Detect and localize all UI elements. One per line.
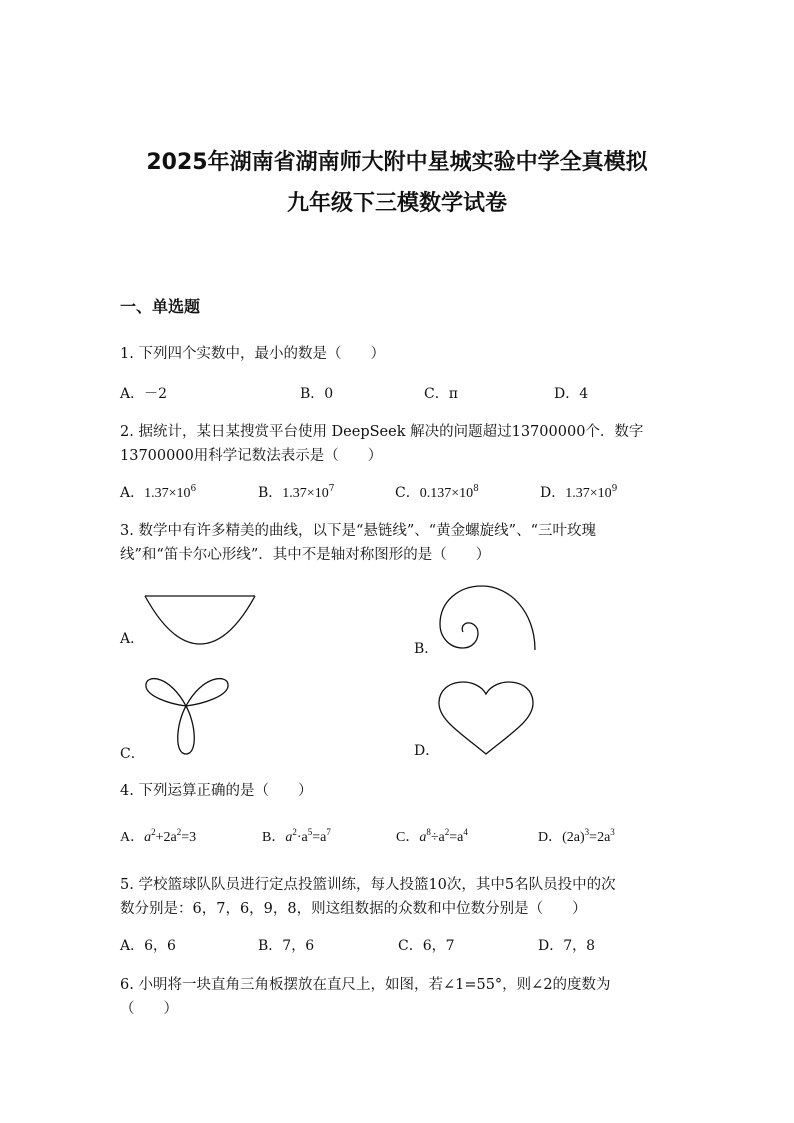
q4-a-p4: =3 (181, 830, 197, 845)
q6-stem-line2: （ ） (120, 1001, 178, 1017)
q2-option-d-mantissa: 1.37×10 (565, 486, 612, 501)
q5-stem-line1: 5. 学校篮球队队员进行定点投篮训练，每人投篮10次，其中5名队员投中的次 (120, 877, 616, 893)
q2-option-d-exp: 9 (611, 484, 618, 494)
q1-option-c: C．π (424, 386, 458, 402)
q4-c-label: C． (396, 830, 420, 845)
q2-option-b-mantissa: 1.37×10 (282, 486, 329, 501)
q4-c-p3: 2 (444, 827, 450, 837)
q1-option-d: D．4 (554, 386, 589, 402)
q5-option-a: A．6，6 (120, 938, 176, 954)
q4-b-p2: ·a (296, 830, 308, 845)
q3-stem-line1: 3. 数学中有许多精美的曲线，以下是“悬链线”、“黄金螺旋线”、“三叶玫瑰 (120, 523, 597, 539)
q4-a-p0: a (144, 830, 152, 845)
q4-b-label: B． (262, 830, 286, 845)
q1-stem: 1. 下列四个实数中，最小的数是（ ） (120, 346, 385, 362)
q5-option-b: B．7，6 (258, 938, 315, 954)
q5-option-c: C．6，7 (398, 938, 455, 954)
q4-b-p3: 5 (307, 827, 313, 837)
q2-option-d-label: D． (540, 485, 566, 501)
q4-b-p1: 2 (292, 827, 297, 837)
q4-c-p2: ÷a (430, 830, 445, 845)
q2-stem-line1: 2. 据统计，某日某搜赏平台使用 DeepSeek 解决的问题超过13700000个．数字 (120, 424, 644, 440)
q2-option-c-label: C． (395, 485, 420, 501)
q2-option-b-label: B． (258, 485, 283, 501)
q4-d-p2: =2a (589, 830, 611, 845)
q1-option-a: A．－2 (120, 386, 168, 402)
q2-option-b-exp: 7 (328, 484, 335, 494)
q2-option-b (258, 482, 334, 502)
q3-option-c-label: C． (120, 746, 145, 762)
exam-title-line1: 2025年湖南省湖南师大附中星城实验中学全真模拟 (146, 150, 648, 175)
q2-option-a-label: A． (120, 485, 145, 501)
q4-a-p2: +2a (155, 830, 177, 845)
section-heading: 一、单选题 (120, 297, 201, 316)
q3-stem-line2: 线”和“笛卡尔心形线”．其中不是轴对称图形的是（ ） (120, 547, 491, 563)
golden-spiral-icon (432, 582, 542, 654)
cardioid-heart-icon (436, 676, 536, 756)
q2-option-a-exp: 6 (190, 484, 197, 494)
q4-option-a (120, 826, 196, 846)
q4-option-c (396, 826, 468, 846)
q4-b-p4: =a (312, 830, 327, 845)
q6-stem-line1: 6. 小明将一块直角三角板摆放在直尺上，如图，若∠1=55°，则∠2的度数为 (120, 977, 611, 993)
q3-option-b-label: B． (414, 641, 439, 657)
q4-c-p4: =a (449, 830, 464, 845)
q2-option-d (540, 482, 617, 502)
q4-d-label: D． (538, 830, 563, 845)
q2-option-c-exp: 8 (473, 484, 479, 494)
q4-d-p0: (2a) (562, 830, 585, 845)
q4-option-b (262, 826, 331, 846)
q4-c-p0: a (419, 830, 427, 845)
q4-b-p5: 7 (326, 827, 331, 837)
catenary-icon (140, 590, 260, 646)
q4-a-label: A． (120, 830, 145, 845)
three-leaf-rose-icon (140, 674, 236, 758)
q2-option-c (395, 482, 479, 502)
q2-option-c-mantissa: 0.137×10 (419, 486, 474, 501)
exam-title-line2: 九年级下三模数学试卷 (286, 191, 507, 216)
q4-c-p5: 4 (463, 827, 468, 837)
q4-c-p1: 8 (426, 827, 431, 837)
q4-d-p3: 3 (610, 827, 615, 837)
q2-option-a (120, 482, 196, 502)
q4-option-d (538, 826, 615, 846)
q4-a-p3: 2 (176, 827, 182, 837)
q5-stem-line2: 数分别是：6，7，6，9，8，则这组数据的众数和中位数分别是（ ） (120, 901, 587, 917)
q4-d-p1: 3 (584, 827, 590, 837)
q2-stem-line2: 13700000用科学记数法表示是（ ） (120, 448, 383, 464)
q3-option-d-label: D． (414, 743, 440, 759)
q2-option-a-mantissa: 1.37×10 (144, 486, 191, 501)
q4-a-p1: 2 (151, 827, 156, 837)
q3-option-a-label: A． (120, 631, 145, 647)
q5-option-d: D．7，8 (538, 938, 596, 954)
q4-stem: 4. 下列运算正确的是（ ） (120, 783, 313, 799)
q4-b-p0: a (285, 830, 293, 845)
q1-option-b: B．0 (300, 386, 334, 402)
